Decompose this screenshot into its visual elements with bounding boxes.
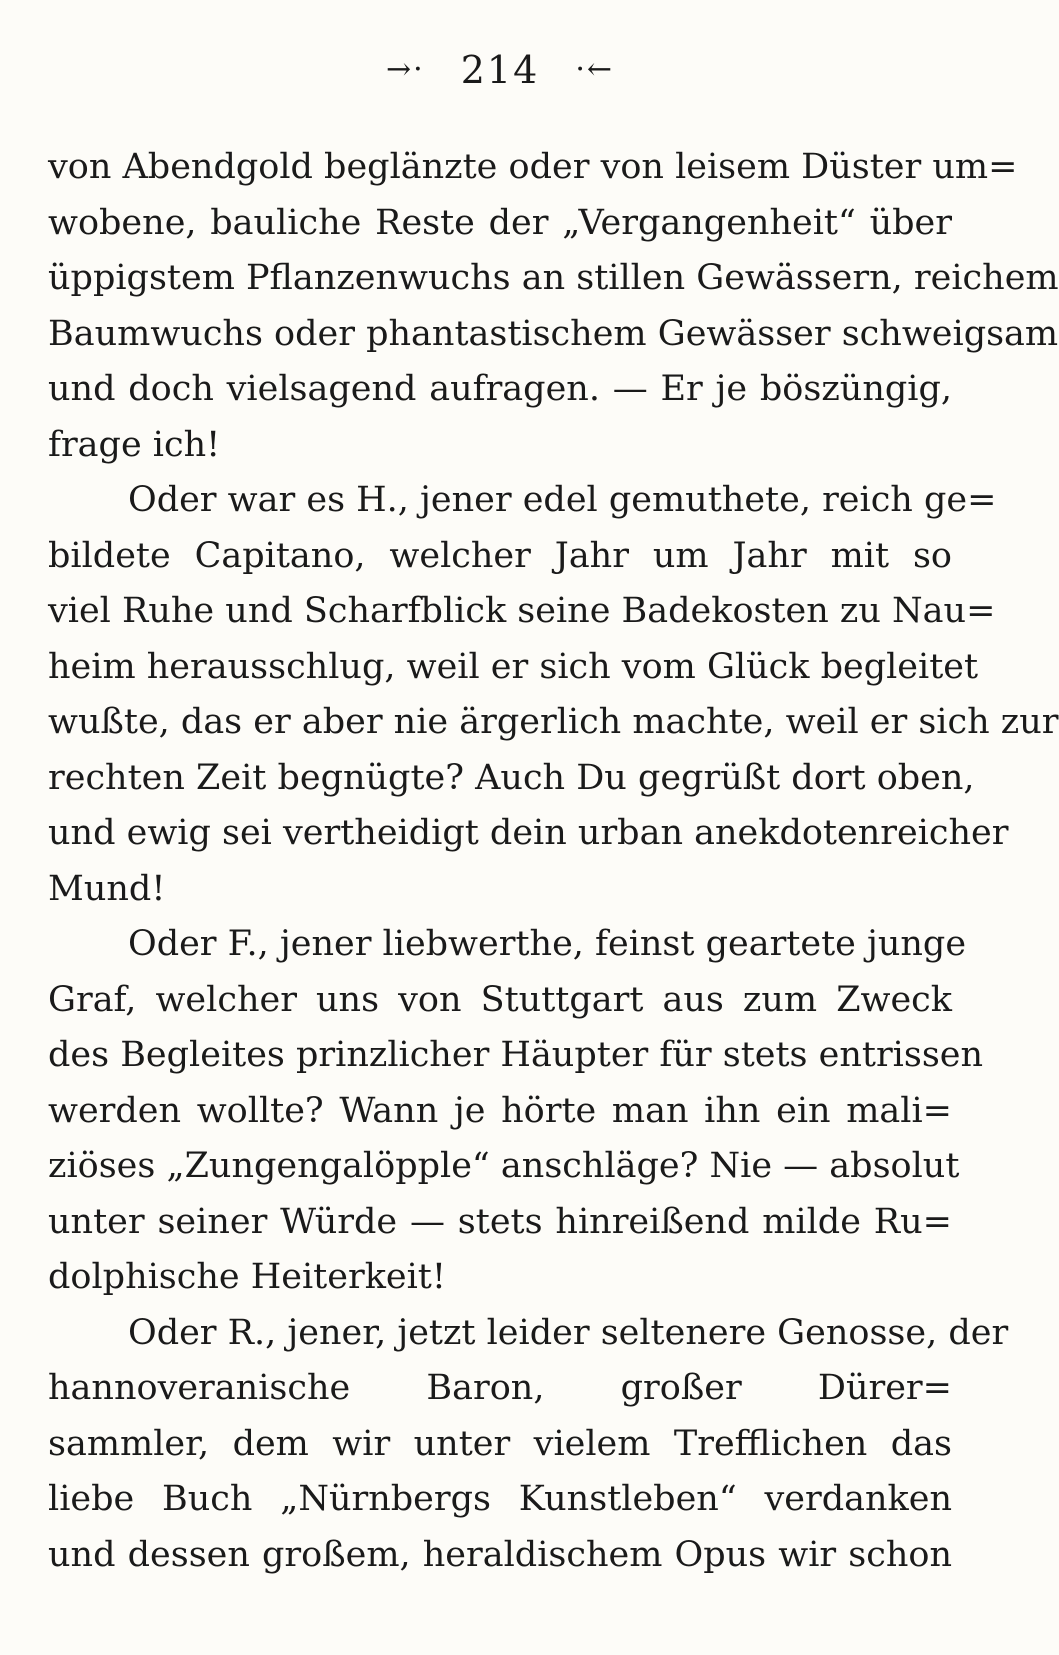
text-line: sammler, dem wir unter vielem Trefflichen das xyxy=(48,1423,952,1464)
paragraph-start-line: Oder war es H., jener edel gemuthete, reich ge= xyxy=(128,480,997,520)
text-line: rechten Zeit begnügte? Auch Du gegrüßt dort oben, xyxy=(48,757,975,798)
text-line: dolphische Heiterkeit! xyxy=(48,1257,446,1297)
text-line: wußte, das er aber nie ärgerlich machte, weil er sich zur xyxy=(48,702,1059,742)
text-line: üppigstem Pflanzenwuchs an stillen Gewässern, reichem xyxy=(48,258,1059,298)
text-line: liebe Buch „Nürnbergs Kunstleben“ verdanken xyxy=(48,1479,952,1519)
page-number: 214 xyxy=(460,48,540,92)
text-line: wobene, bauliche Reste der „Vergangenheit“ über xyxy=(48,202,952,243)
paragraph-start-line: Oder R., jener, jetzt leider seltenere Genosse, der xyxy=(128,1312,1009,1353)
text-line: bildete Capitano, welcher Jahr um Jahr mit so xyxy=(48,535,952,576)
paragraph-start-line: Oder F., jener liebwerthe, feinst geartete junge xyxy=(128,924,967,964)
left-ornament: →· xyxy=(385,52,425,87)
right-ornament: ·← xyxy=(575,52,615,87)
text-line: von Abendgold beglänzte oder von leisem Düster um= xyxy=(48,147,1018,187)
text-line: heim herausschlug, weil er sich vom Glück begleitet xyxy=(48,646,979,687)
text-line: hannoveranische Baron, großer Dürer= xyxy=(48,1368,952,1408)
text-line: und dessen großem, heraldischem Opus wir schon xyxy=(48,1534,952,1575)
text-line: frage ich! xyxy=(48,424,221,465)
text-line: ziöses „Zungengalöpple“ anschläge? Nie — absolut xyxy=(48,1146,960,1186)
text-line: des Begleites prinzlicher Häupter für stets entrissen xyxy=(48,1035,984,1075)
page-header xyxy=(0,48,1000,92)
text-line: Graf, welcher uns von Stuttgart aus zum Zweck xyxy=(48,979,952,1020)
text-line: werden wollte? Wann je hörte man ihn ein mali= xyxy=(48,1090,952,1131)
text-line: und ewig sei vertheidigt dein urban anekdotenreicher xyxy=(48,813,1009,853)
text-line: viel Ruhe und Scharfblick seine Badekosten zu Nau= xyxy=(48,591,996,631)
body-text xyxy=(48,140,1059,1583)
text-line: Baumwuchs oder phantastischem Gewässer schweigsam xyxy=(48,313,1059,354)
text-line: Mund! xyxy=(48,868,166,909)
text-line: unter seiner Würde — stets hinreißend milde Ru= xyxy=(48,1201,952,1242)
text-line: und doch vielsagend aufragen. — Er je böszüngig, xyxy=(48,369,952,409)
